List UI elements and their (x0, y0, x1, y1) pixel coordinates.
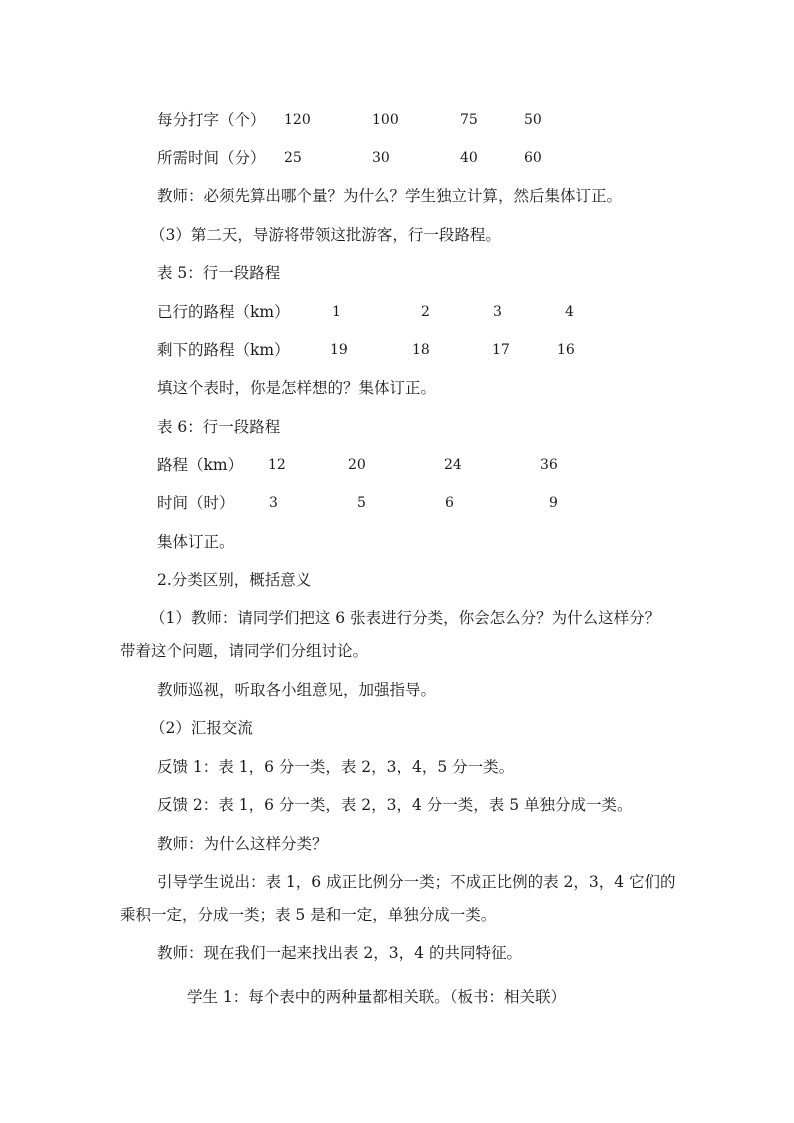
paragraph: 引导学生说出：表 1，6 成正比例分一类；不成正比例的表 2，3，4 它们的 (157, 873, 676, 891)
paragraph: （2）汇报交流 (150, 719, 253, 737)
paragraph: 学生 1：每个表中的两种量都相关联。（板书：相关联） (187, 988, 567, 1006)
table5-row2-cell: 19 (330, 342, 348, 358)
table5-title: 表 5：行一段路程 (157, 264, 281, 282)
paragraph: 教师：为什么这样分类？ (157, 835, 328, 853)
paragraph: 乘积一定，分成一类；表 5 是和一定，单独分成一类。 (120, 906, 497, 924)
paragraph: 集体订正。 (157, 533, 235, 551)
paragraph: 教师：现在我们一起来找出表 2，3，4 的共同特征。 (157, 944, 522, 962)
table5-row2-cell: 17 (492, 342, 510, 358)
table5-row1-cell: 4 (565, 304, 574, 320)
section-heading: 2.分类区别，概括意义 (157, 571, 312, 589)
table5-row1-label: 已行的路程（km） (157, 303, 290, 321)
table4-row2-cell: 60 (524, 150, 542, 166)
table5-row2-cell: 16 (557, 342, 575, 358)
table4-row2-cell: 40 (460, 150, 478, 166)
table6-title: 表 6：行一段路程 (157, 418, 281, 436)
table6-row1-cell: 12 (268, 457, 286, 473)
table5-row1-cell: 3 (493, 304, 502, 320)
table6-row2-label: 时间（时） (157, 494, 235, 512)
table6-row1-cell: 20 (348, 457, 366, 473)
table4-row2-cell: 30 (372, 150, 390, 166)
table6-row2-cell: 5 (357, 495, 366, 511)
paragraph: （3）第二天，导游将带领这批游客，行一段路程。 (150, 226, 501, 244)
table4-row1-cell: 100 (372, 112, 399, 128)
table5-row1-cell: 1 (332, 304, 341, 320)
table6-row2-cell: 3 (269, 495, 278, 511)
table6-row1-cell: 36 (540, 457, 558, 473)
table4-row1-cell: 120 (284, 112, 311, 128)
paragraph: 教师巡视，听取各小组意见，加强指导。 (157, 681, 437, 699)
paragraph: （1）教师：请同学们把这 6 张表进行分类，你会怎么分？为什么这样分？ (150, 609, 661, 627)
table5-row2-cell: 18 (412, 342, 430, 358)
table6-row1-label: 路程（km） (157, 456, 244, 474)
table6-row2-cell: 9 (549, 495, 558, 511)
table4-row1-cell: 75 (460, 112, 478, 128)
paragraph: 反馈 1：表 1，6 分一类，表 2，3，4，5 分一类。 (157, 758, 515, 776)
table4-row2-label: 所需时间（分） (157, 149, 266, 167)
table6-row2-cell: 6 (445, 495, 454, 511)
paragraph: 反馈 2：表 1，6 分一类，表 2，3，4 分一类，表 5 单独分成一类。 (157, 796, 633, 814)
table4-row1-cell: 50 (524, 112, 542, 128)
table5-row2-label: 剩下的路程（km） (157, 341, 290, 359)
paragraph: 填这个表时，你是怎样想的？集体订正。 (157, 379, 437, 397)
table4-row2-cell: 25 (284, 150, 302, 166)
paragraph: 教师：必须先算出哪个量？为什么？学生独立计算，然后集体订正。 (157, 187, 623, 205)
table4-row1-label: 每分打字（个） (157, 111, 266, 129)
table6-row1-cell: 24 (444, 457, 462, 473)
table5-row1-cell: 2 (421, 304, 430, 320)
paragraph: 带着这个问题，请同学们分组讨论。 (120, 642, 369, 660)
